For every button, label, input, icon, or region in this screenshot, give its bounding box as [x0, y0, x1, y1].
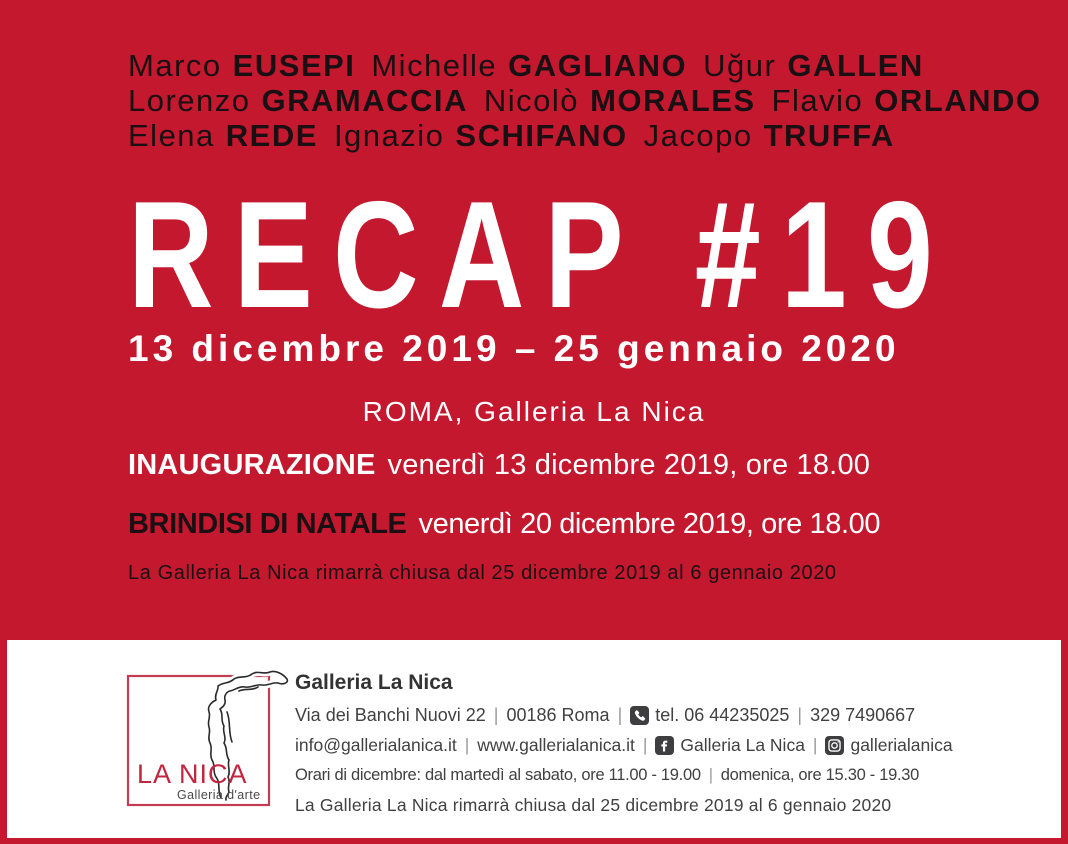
logo-wordmark: LA NICA	[137, 759, 248, 789]
christmas-toast-details: venerdì 20 dicembre 2019, ore 18.00	[418, 508, 881, 540]
exhibition-title: RECAP #19	[128, 170, 954, 340]
artist-line-2	[128, 83, 1042, 118]
facebook-icon	[655, 736, 674, 755]
email-link[interactable]: info@gallerialanica.it	[295, 735, 457, 755]
artist-name: Flavio ORLANDO	[771, 83, 1042, 118]
separator: |	[708, 766, 713, 784]
artist-line-3	[128, 118, 940, 153]
address-phone-row	[295, 700, 953, 730]
separator: |	[797, 705, 803, 725]
artist-name: Michelle GAGLIANO	[371, 48, 688, 83]
separator: |	[617, 705, 623, 725]
separator: |	[493, 705, 499, 725]
exhibition-venue: ROMA, Galleria La Nica	[362, 396, 706, 427]
footer-closure-notice: La Galleria La Nica rimarrà chiusa dal 25 dicembre 2019 al 6 gennaio 2020	[295, 795, 892, 815]
logo-tagline: Galleria d'arte	[177, 788, 261, 802]
artist-name: Lorenzo GRAMACCIA	[128, 83, 468, 118]
artist-name: Marco EUSEPI	[128, 48, 356, 83]
artist-name: Elena REDE	[128, 118, 318, 153]
gallery-logo	[128, 676, 270, 807]
artist-name: Uğur GALLEN	[703, 48, 924, 83]
facebook-page[interactable]: Galleria La Nica	[680, 735, 805, 755]
christmas-toast-event-line	[128, 508, 940, 541]
christmas-toast-label: BRINDISI DI NATALE	[128, 508, 407, 540]
web-social-row	[295, 730, 953, 760]
opening-hours-row	[295, 760, 953, 790]
phone-icon	[630, 706, 649, 725]
website-link[interactable]: www.gallerialanica.it	[477, 735, 635, 755]
contact-block	[295, 666, 953, 820]
gallery-name-heading: Galleria La Nica	[295, 671, 453, 694]
street-address: Via dei Banchi Nuovi 22	[295, 705, 486, 725]
separator: |	[642, 735, 648, 755]
closure-notice: La Galleria La Nica rimarrà chiusa dal 25 dicembre 2019 al 6 gennaio 2020	[128, 562, 837, 584]
artist-name: Ignazio SCHIFANO	[333, 118, 628, 153]
opening-event-line	[128, 449, 940, 482]
phone-number: tel. 06 44235025	[655, 705, 790, 725]
artist-name: Jacopo TRUFFA	[643, 118, 895, 153]
instagram-handle[interactable]: gallerialanica	[850, 735, 953, 755]
footer-white-section	[7, 640, 1061, 838]
postal-city: 00186 Roma	[506, 705, 610, 725]
artist-line-1	[128, 48, 940, 83]
artist-list	[128, 48, 1042, 153]
opening-event-label: INAUGURAZIONE	[128, 449, 376, 481]
separator: |	[464, 735, 470, 755]
instagram-icon	[825, 736, 844, 755]
artist-name: Nicolò MORALES	[483, 83, 756, 118]
weekday-hours: Orari di dicembre: dal martedì al sabato, ore 11.00 - 19.00	[295, 766, 701, 784]
sunday-hours: domenica, ore 15.30 - 19.30	[720, 766, 920, 784]
mobile-number: 329 7490667	[810, 705, 916, 725]
opening-event-details: venerdì 13 dicembre 2019, ore 18.00	[387, 449, 871, 481]
exhibition-dates: 13 dicembre 2019 – 25 gennaio 2020	[128, 328, 900, 369]
separator: |	[812, 735, 818, 755]
